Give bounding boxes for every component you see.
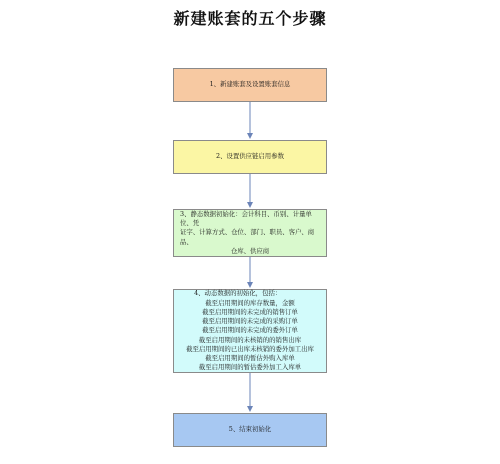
step-1-text [210,80,291,89]
step-4-line: 截至启用期间的已出库未核销的委外加工出库 [186,344,314,353]
step-4-line: 截至启用期间的未完成的销售订单 [202,307,298,316]
step-3-line: 仓库、供应商 [230,246,270,255]
step-4-line: 截至启用期间的未完成的采购订单 [202,317,298,326]
step-2-line: 2、设置供应链启用参数 [216,152,284,161]
step-3-line: 证字、计算方式、仓位、部门、职员、客户、商品、 [180,228,315,246]
step-1-box [173,68,327,102]
step-4-line: 截至启用期间的未完成的委外订单 [202,326,298,335]
diagram-title: 新建账套的五个步骤 [173,9,327,28]
step-3-text [180,210,320,256]
step-5-line: 5、结束初始化 [228,425,272,434]
step-3-box [173,209,327,257]
step-4-line: 截至启用期间的暂估外购入库单 [205,354,295,363]
step-4-line: 截至启用期间的库存数量，金额 [205,298,295,307]
step-5-box [173,413,327,447]
step-4-text [186,289,314,373]
step-2-text [216,152,284,161]
step-5-text [229,425,271,434]
step-3-line: 3、静态数据初始化：会计科目、币别、计量单位、凭 [180,209,312,228]
step-4-line: 4、动态数据的初始化，包括： [194,289,282,298]
step-2-box [173,140,327,174]
step-4-line: 截至启用期间的暂估委外加工入库单 [198,363,302,372]
step-4-line: 截至启用期间的未核销的的销售出库 [198,335,302,344]
step-1-line: 1、新建账套及设置账套信息 [209,80,291,89]
step-4-box [173,289,327,373]
